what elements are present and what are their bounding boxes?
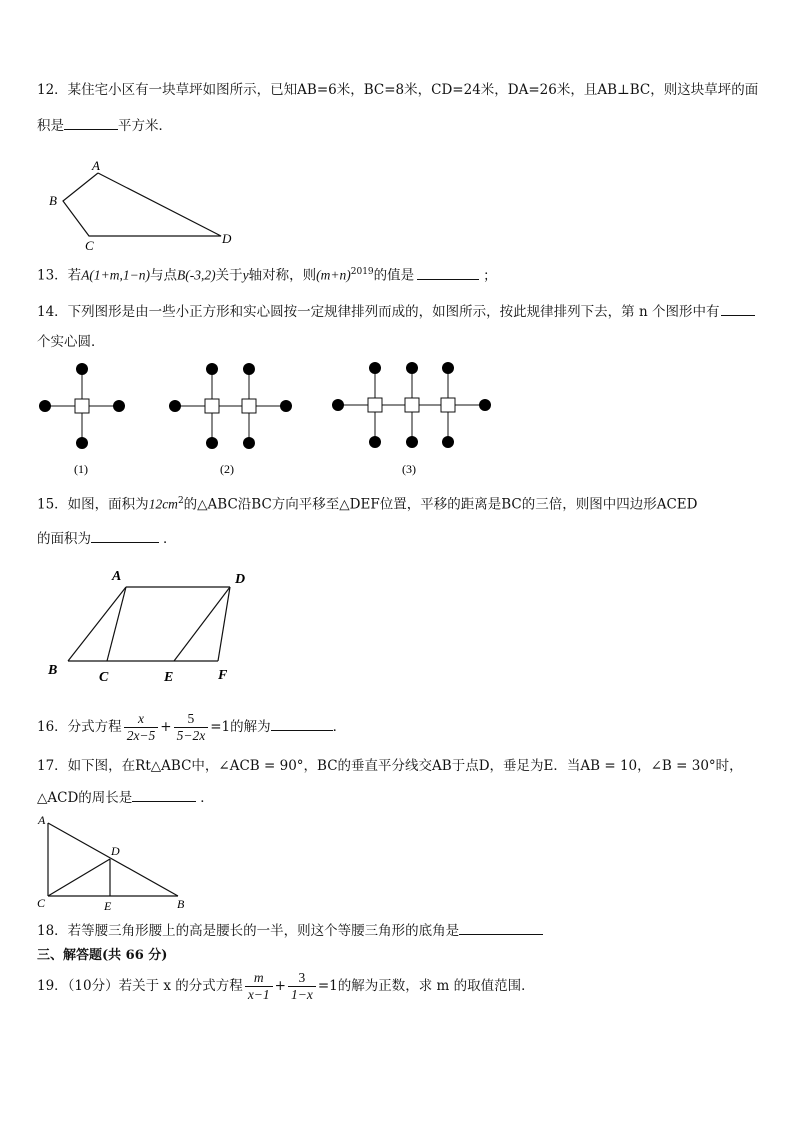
q14-line1-text: 14．下列图形是由一些小正方形和实心圆按一定规律排列而成的，如图所示，按此规律排列下去，第 n 个图形中有 — [37, 304, 720, 320]
q17-label-D: D — [111, 844, 120, 858]
q14-caption-3: (3) — [402, 462, 416, 476]
q14-line1 — [37, 301, 755, 322]
q17-figure — [35, 812, 195, 912]
q14-pattern-3 — [332, 362, 491, 448]
q19-frac1-den: x−1 — [247, 987, 270, 1002]
q14-caption-1: (1) — [74, 462, 88, 476]
q16-plus: + — [160, 719, 172, 735]
q16-fraction-1 — [124, 711, 159, 744]
q16-eq: =1的解为 — [210, 719, 271, 735]
q15-line1-pre: 15．如图，面积为 — [37, 496, 149, 513]
q14-pattern-2 — [169, 363, 292, 449]
q18-answer-blank[interactable] — [459, 920, 543, 935]
q15-label-F: F — [218, 668, 228, 683]
q16-frac2-den: 5−2x — [176, 728, 206, 743]
q19-fraction-1 — [245, 970, 273, 1003]
q17-line2-post: ． — [200, 790, 214, 806]
q12-label-A: A — [92, 158, 100, 173]
q19-frac2-num: 3 — [288, 970, 316, 987]
q19-line — [37, 967, 535, 1005]
q14-answer-blank[interactable] — [721, 301, 755, 316]
q16-fraction-2 — [174, 711, 209, 744]
q16-post: ． — [332, 719, 347, 735]
q12-line1: 12．某住宅小区有一块草坪如图所示，已知AB=6米，BC=8米，CD=24米，DA=26米，且AB⊥BC，则这块草坪的面 — [37, 82, 759, 98]
q13-pre: 13．若 — [37, 267, 82, 284]
q13-end: ； — [483, 267, 497, 284]
q15-label-B: B — [48, 663, 58, 678]
q19-plus: + — [274, 978, 286, 994]
q16-answer-blank[interactable] — [271, 716, 333, 731]
q15-label-A: A — [112, 569, 122, 584]
q19-frac1-num: m — [245, 970, 273, 987]
q13-point-a: A(1+m,1−n) — [81, 267, 151, 283]
q16-frac1-num: x — [124, 711, 159, 728]
q17-label-B: B — [177, 897, 185, 911]
q14-pattern-1 — [39, 363, 125, 449]
q17-label-C: C — [37, 896, 46, 910]
q13-answer-blank[interactable] — [417, 265, 479, 280]
q13-mid2: 关于 — [215, 267, 243, 284]
q15-line2-post: ． — [163, 531, 177, 547]
q13-axis: y — [242, 267, 249, 283]
q13-mid3: 轴对称，则 — [248, 267, 317, 284]
q12-answer-blank[interactable] — [64, 115, 118, 130]
q18-text: 18．若等腰三角形腰上的高是腰长的一半，则这个等腰三角形的底角是 — [37, 923, 460, 939]
q15-figure — [40, 562, 280, 687]
q16-pre: 16．分式方程 — [37, 719, 122, 735]
q15-line1 — [37, 491, 698, 515]
q12-label-D: D — [222, 231, 232, 246]
q16-frac2-num: 5 — [174, 711, 209, 728]
q12-label-C: C — [85, 238, 94, 253]
q16-line — [37, 708, 346, 746]
q19-post: =1的解为正数，求 m 的取值范围． — [317, 978, 535, 994]
q17-line2 — [37, 787, 214, 808]
q17-line2-pre: △ACD的周长是 — [37, 790, 133, 806]
q13-line — [37, 262, 497, 286]
q15-area: 12cm — [148, 496, 178, 512]
q12-line2-pre: 积是 — [37, 118, 64, 134]
q13-expr: (m+n) — [316, 267, 351, 283]
q15-area-exp: 2 — [177, 496, 184, 506]
q15-answer-blank[interactable] — [91, 528, 159, 543]
q17-answer-blank[interactable] — [132, 787, 196, 802]
q19-fraction-2 — [288, 970, 316, 1003]
q15-label-E: E — [164, 670, 174, 685]
q12-line2 — [37, 115, 172, 136]
q15-line2 — [37, 528, 177, 549]
q14-caption-2: (2) — [220, 462, 234, 476]
q14-line2: 个实心圆． — [37, 334, 105, 350]
q18-line — [37, 920, 543, 941]
q17-line1: 17．如下图，在Rt△ABC中，∠ACB = 90°，BC的垂直平分线交AB于点D，垂足为E．当AB = 10，∠B = 30°时， — [37, 758, 743, 774]
q12-quadrilateral — [63, 173, 221, 236]
q15-line1-mid: 的△ABC沿BC方向平移至△DEF位置，平移的距离是BC的三倍，则图中四边形ACED — [183, 496, 698, 513]
q13-post: 的值是 — [373, 267, 415, 284]
q16-frac1-den: 2x−5 — [126, 728, 156, 743]
q12-figure — [40, 158, 240, 253]
q12-line2-post: 平方米． — [118, 118, 172, 134]
q19-pre: 19．（10分）若关于 x 的分式方程 — [37, 978, 243, 994]
q15-label-D: D — [235, 572, 246, 587]
q15-line2-pre: 的面积为 — [37, 531, 91, 547]
q13-exponent: 2019 — [350, 267, 374, 277]
q19-frac2-den: 1−x — [290, 987, 313, 1002]
q12-label-B: B — [49, 193, 57, 208]
q17-label-E: E — [104, 899, 112, 913]
q13-mid: 与点 — [150, 267, 178, 284]
section-3-title: 三、解答题(共 66 分) — [37, 948, 168, 963]
q17-label-A: A — [38, 813, 46, 827]
q14-figure — [36, 358, 496, 480]
q13-point-b: B(-3,2) — [177, 267, 216, 283]
q15-label-C: C — [99, 670, 109, 685]
